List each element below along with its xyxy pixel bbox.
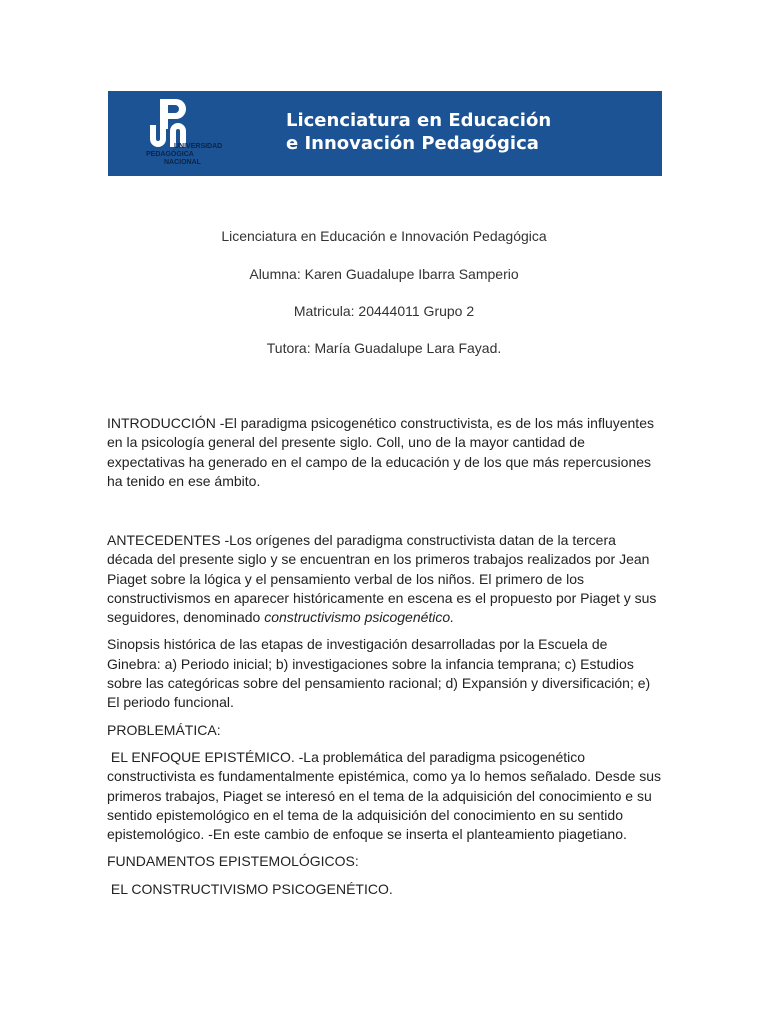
tutor-name: Tutora: María Guadalupe Lara Fayad. (266, 340, 502, 356)
sinopsis-paragraph: Sinopsis histórica de las etapas de investigación desarrolladas por la Escuela de Ginebra: a) Periodo inicial; b) investigaciones sobre la infancia temprana; c) Estudios sobre las categóricas sobre del pensamiento racional; d) Expansión y diversificación; e) El periodo funcional. (107, 636, 651, 711)
logo-caption (146, 143, 236, 167)
enfoque-paragraph: EL ENFOQUE EPISTÉMICO. -La problemática del paradigma psicogenético constructivista es fundamentalmente epistémica, como ya lo hemos señalado. Desde sus primeros trabajos, Piaget se interesó en el tema de la adquisición del conocimiento e su sentido epistemológico en el tema de la adquisición del conocimiento en su sentido epistemológico. -En este cambio de enfoque se inserta el planteamiento piagetiano. (107, 748, 665, 843)
antecedentes-paragraph (107, 531, 663, 627)
constructivismo-heading: EL CONSTRUCTIVISMO PSICOGENÉTICO. (107, 880, 393, 897)
body-sections (107, 531, 663, 907)
introduction-text: INTRODUCCIÓN -El paradigma psicogenético constructivista, es de los más influyentes en la psicología general del presente siglo. Coll, uno de la mayor cantidad de expectativas ha generado en el campo de la educación y de los que más repercusiones ha tenido en ese ámbito. (107, 415, 654, 489)
logo-caption-line: PEDAGÓGICA (146, 151, 194, 158)
student-name: Alumna: Karen Guadalupe Ibarra Samperio (249, 266, 519, 282)
problematica-heading: PROBLEMÁTICA: (107, 721, 221, 738)
fundamentos-heading: FUNDAMENTOS EPISTEMOLÓGICOS: (107, 853, 359, 870)
enrollment-info: Matricula: 20444011 Grupo 2 (293, 303, 475, 319)
logo-caption-line: NACIONAL (164, 159, 201, 166)
logo-caption-line: UNIVERSIDAD (174, 143, 223, 150)
banner-title (286, 109, 551, 155)
antecedentes-text: ANTECEDENTES -Los orígenes del paradigma constructivista datan de la tercera década del presente siglo y se encuentran en los primeros trabajos realizados por Jean Piaget sobre la lógica y el pensamiento verbal de los niños. El primero de los constructivismos en aparecer históricamente en escena es el propuesto por Piaget y sus seguidores, denominado (107, 532, 657, 626)
antecedentes-emphasis: constructivismo psicogenético. (264, 609, 455, 626)
banner-title-line: e Innovación Pedagógica (286, 133, 539, 154)
program-name: Licenciatura en Educación e Innovación Pedagógica (221, 228, 547, 244)
introduction-paragraph (107, 414, 663, 491)
banner-title-line: Licenciatura en Educación (286, 110, 552, 131)
header-banner (108, 91, 662, 176)
